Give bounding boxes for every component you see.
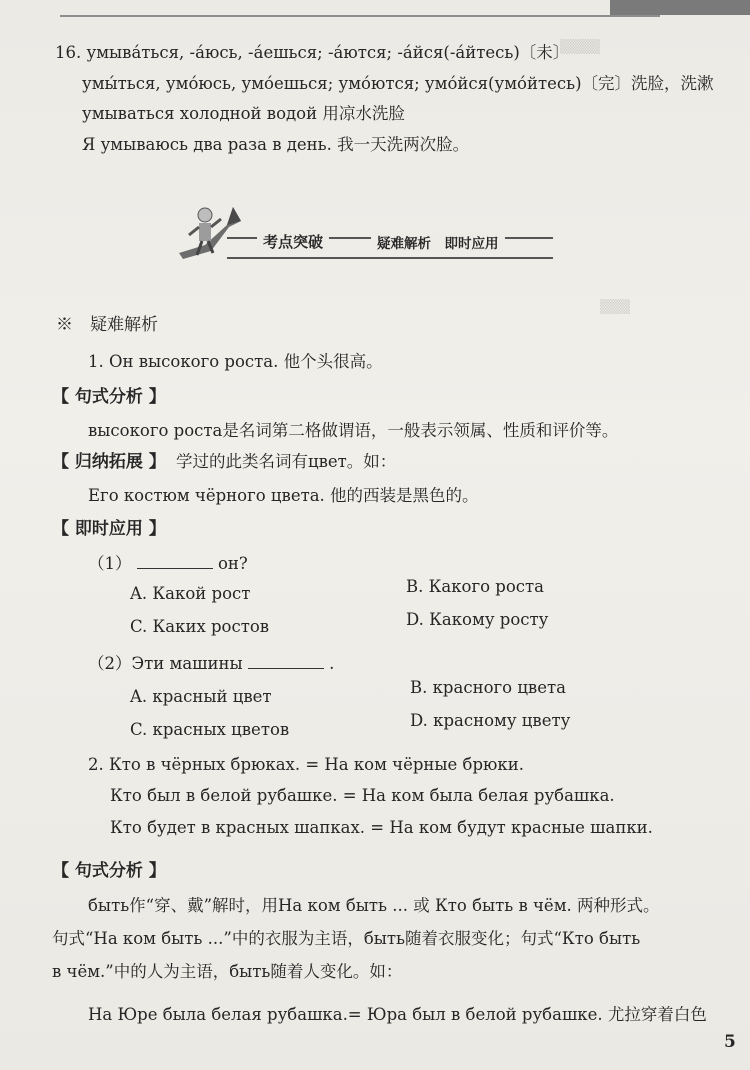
item2-line2: Кто был в белой рубашке. = На ком была белая рубашка. bbox=[110, 786, 615, 805]
item2-analysis-label: 【 句式分析 】 bbox=[52, 861, 166, 881]
item1-apply-label: 【 即时应用 】 bbox=[52, 519, 166, 539]
entry16-line4: Я умываюсь два раза в день. 我一天洗两次脸。 bbox=[82, 135, 470, 154]
item1-sentence: 1. Он высокого роста. 他个头很高。 bbox=[88, 352, 383, 371]
answer-blank bbox=[137, 552, 213, 569]
item2-para2: 句式“На ком быть ...”中的衣服为主语，быть随着衣服变化；句式“Кто быть bbox=[52, 929, 641, 948]
question1-number: （1） bbox=[88, 554, 132, 573]
q2-option-d: D. красному цвету bbox=[410, 711, 571, 730]
top-rule bbox=[60, 15, 660, 17]
q2-option-c: C. красных цветов bbox=[130, 720, 290, 739]
q1-option-d: D. Какому росту bbox=[406, 610, 549, 629]
answer-blank bbox=[248, 652, 324, 669]
question1 bbox=[88, 552, 248, 575]
top-tab bbox=[610, 0, 750, 15]
item2-para4: На Юре была белая рубашка.= Юра был в белой рубашке. 尤拉穿着白色 bbox=[88, 1005, 707, 1024]
q1-option-c: C. Каких ростов bbox=[130, 617, 270, 636]
question1-tail: он? bbox=[218, 554, 248, 573]
bleed-through: ▒▒▒ bbox=[600, 300, 630, 315]
section-title: ※ 疑难解析 bbox=[56, 315, 158, 335]
bleed-through: ▒▒▒▒ bbox=[560, 40, 600, 55]
item1-example: Его костюм чёрного цвета. 他的西装是黑色的。 bbox=[88, 486, 479, 505]
entry16-line1: 16. умыва́ться, -а́юсь, -а́ешься; -а́ются; -а́йся(-а́йтесь)〔未〕 bbox=[55, 43, 570, 62]
q1-option-b: B. Какого роста bbox=[406, 577, 544, 596]
item1-analysis-text: высокого роста是名词第二格做谓语，一般表示领属、性质和评价等。 bbox=[88, 421, 619, 440]
item2-line1: 2. Кто в чёрных брюках. = На ком чёрные брюки. bbox=[88, 755, 524, 774]
entry16-line2: умы́ться, умо́юсь, умо́ешься; умо́ются; умо́йся(умо́йтесь)〔完〕洗脸，洗漱 bbox=[82, 74, 714, 93]
item2-para1: быть作“穿、戴”解时，用На ком быть ... 或 Кто быть в чём. 两种形式。 bbox=[88, 896, 660, 915]
page-number: 5 bbox=[724, 1032, 736, 1052]
q2-option-b: B. красного цвета bbox=[410, 678, 566, 697]
section-banner bbox=[175, 205, 555, 260]
item2-para3: в чём.”中的人为主语，быть随着人变化。如： bbox=[52, 962, 403, 981]
question2-number: （2）Эти машины bbox=[88, 654, 243, 673]
banner-subtitle: 疑难解析 即时应用 bbox=[371, 232, 505, 252]
item1-extend-label: 【 归纳拓展 】 bbox=[52, 452, 166, 472]
entry16-line3: умываться холодной водой 用凉水洗脸 bbox=[82, 104, 405, 123]
item1-extend-text: 学过的此类名词有цвет。如： bbox=[176, 452, 397, 471]
q1-option-a: A. Какой рост bbox=[130, 584, 251, 603]
question2-tail: . bbox=[329, 654, 335, 673]
item1-analysis-label: 【 句式分析 】 bbox=[52, 387, 166, 407]
question2 bbox=[88, 652, 334, 675]
item2-line3: Кто будет в красных шапках. = На ком будут красные шапки. bbox=[110, 818, 653, 837]
banner-title: 考点突破 bbox=[257, 231, 329, 252]
q2-option-a: A. красный цвет bbox=[130, 687, 272, 706]
